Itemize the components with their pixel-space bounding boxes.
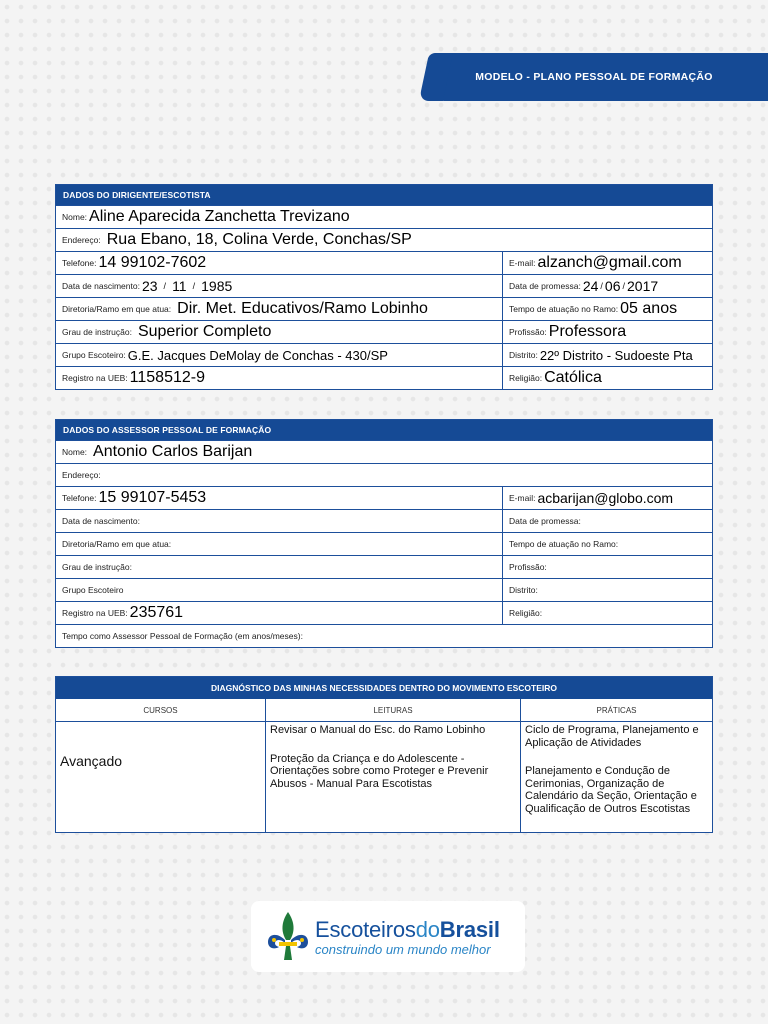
label: Profissão:	[509, 562, 547, 572]
dirigente-endereco-row	[56, 228, 712, 251]
col-leituras: LEITURAS	[266, 699, 521, 721]
brand-name-bold: Brasil	[439, 916, 500, 942]
dirigente-telefone[interactable]: 14 99102-7602	[98, 254, 207, 271]
assessor-endereco-row	[56, 463, 712, 486]
promessa-ano[interactable]: 2017	[627, 278, 659, 294]
assessor-grau-row	[56, 555, 712, 578]
dirigente-ramo-row	[56, 297, 712, 320]
praticas-cell[interactable]	[521, 722, 712, 832]
dirigente-grupo-row	[56, 343, 712, 366]
label: Distrito:	[509, 585, 538, 595]
label: Religião:	[509, 373, 543, 383]
label: Grupo Escoteiro	[62, 585, 124, 595]
curso-value: Avançado	[60, 753, 123, 769]
assessor-grupo-row	[56, 578, 712, 601]
col-praticas: PRÁTICAS	[596, 705, 637, 715]
dirigente-section	[55, 184, 713, 390]
nascimento-dia[interactable]: 23	[141, 278, 158, 294]
assessor-contato-row	[56, 486, 712, 509]
label: Endereço:	[62, 235, 101, 245]
assessor-datas-row	[56, 509, 712, 532]
leituras-cell[interactable]	[266, 722, 521, 832]
dirigente-grau-row	[56, 320, 712, 343]
label: Grau de instrução:	[62, 562, 132, 572]
label: Data de promessa:	[509, 516, 581, 526]
assessor-telefone[interactable]: 15 99107-5453	[98, 489, 207, 506]
dirigente-heading: DADOS DO DIRIGENTE/ESCOTISTA	[56, 185, 712, 205]
pratica-item: Planejamento e Condução de Cerimonias, Organização de Calendário da Seção, Orientação e Qualificação de Outros Escotistas	[525, 765, 697, 815]
label: Telefone:	[62, 493, 97, 503]
assessor-heading: DADOS DO ASSESSOR PESSOAL DE FORMAÇÃO	[56, 420, 712, 440]
assessor-registro-row	[56, 601, 712, 624]
dirigente-nome[interactable]: Aline Aparecida Zanchetta Trevizano	[89, 208, 350, 225]
date-separator: /	[163, 281, 167, 291]
label: Data de nascimento:	[62, 281, 140, 291]
label: Telefone:	[62, 258, 97, 268]
dirigente-nome-row	[56, 205, 712, 228]
date-separator: /	[600, 281, 603, 291]
label: Diretoria/Ramo em que atua:	[62, 539, 172, 549]
label: Tempo de atuação no Ramo:	[509, 539, 619, 549]
brand-name-do: do	[415, 916, 440, 942]
label: Endereço:	[62, 470, 101, 480]
label: Data de promessa:	[509, 281, 581, 291]
leitura-item: Proteção da Criança e do Adolescente - Orientações sobre como Proteger e Prevenir Abusos - Manual Para Escotistas	[270, 752, 489, 790]
label: Profissão:	[509, 327, 547, 337]
dirigente-religiao[interactable]: Católica	[544, 369, 602, 386]
diagnostico-body	[56, 722, 712, 832]
label: E-mail:	[509, 258, 536, 268]
diagnostico-section	[55, 676, 713, 833]
pratica-item: Ciclo de Programa, Planejamento e Aplicação de Atividades	[525, 724, 699, 749]
label: Registro na UEB:	[62, 373, 128, 383]
assessor-registro[interactable]: 235761	[129, 604, 184, 621]
dirigente-tempo[interactable]: 05 anos	[620, 300, 678, 317]
assessor-ramo-row	[56, 532, 712, 555]
label: Data de nascimento:	[62, 516, 140, 526]
diagnostico-heading: DIAGNÓSTICO DAS MINHAS NECESSIDADES DENTRO DO MOVIMENTO ESCOTEIRO	[56, 677, 712, 699]
dirigente-distrito[interactable]: 22º Distrito - Sudoeste Pta	[539, 347, 693, 363]
col-cursos: CURSOS	[56, 699, 266, 721]
label: E-mail:	[509, 493, 536, 503]
nascimento-mes[interactable]: 11	[172, 278, 187, 294]
dirigente-ramo[interactable]: Dir. Met. Educativos/Ramo Lobinho	[177, 300, 428, 317]
label: Grupo Escoteiro:	[62, 350, 126, 360]
dirigente-endereco[interactable]: Rua Ebano, 18, Colina Verde, Conchas/SP	[106, 231, 412, 248]
assessor-section	[55, 419, 713, 648]
escoteiros-logo	[251, 901, 525, 972]
nascimento-ano[interactable]: 1985	[201, 278, 233, 294]
label: Nome:	[62, 212, 88, 222]
diagnostico-column-headers	[56, 699, 712, 722]
label: Religião:	[509, 608, 543, 618]
dirigente-registro-row	[56, 366, 712, 389]
label: Grau de instrução:	[62, 327, 132, 337]
assessor-tempo-row	[56, 624, 712, 647]
label: Distrito:	[509, 350, 538, 360]
date-separator: /	[622, 281, 626, 291]
curso-cell[interactable]	[56, 722, 266, 832]
label: Tempo como Assessor Pessoal de Formação (em anos/meses):	[62, 631, 303, 641]
promessa-mes[interactable]: 06	[604, 278, 621, 294]
date-separator: /	[192, 281, 196, 291]
assessor-nome[interactable]: Antonio Carlos Barijan	[93, 443, 253, 460]
fleur-de-lis-icon	[265, 910, 311, 964]
dirigente-datas-row	[56, 274, 712, 297]
brand-tagline: construindo um mundo melhor	[315, 941, 491, 957]
assessor-nome-row	[56, 440, 712, 463]
document-title-tab	[430, 53, 768, 101]
assessor-email[interactable]: acbarijan@globo.com	[537, 490, 674, 506]
dirigente-profissao[interactable]: Professora	[548, 323, 627, 340]
dirigente-email[interactable]: alzanch@gmail.com	[537, 254, 682, 271]
document-title: MODELO - PLANO PESSOAL DE FORMAÇÃO	[475, 71, 713, 83]
leitura-item: Revisar o Manual do Esc. do Ramo Lobinho	[270, 724, 486, 736]
dirigente-grupo[interactable]: G.E. Jacques DeMolay de Conchas - 430/SP	[127, 347, 388, 363]
brand-name-light: Escoteiros	[315, 916, 416, 942]
label: Diretoria/Ramo em que atua:	[62, 304, 172, 314]
label: Nome:	[62, 447, 88, 457]
dirigente-contato-row	[56, 251, 712, 274]
brand-text	[315, 917, 500, 957]
label: Tempo de atuação no Ramo:	[509, 304, 619, 314]
label: Registro na UEB:	[62, 608, 128, 618]
dirigente-registro[interactable]: 1158512-9	[129, 369, 205, 386]
promessa-dia[interactable]: 24	[582, 278, 599, 294]
dirigente-grau[interactable]: Superior Completo	[137, 323, 272, 340]
